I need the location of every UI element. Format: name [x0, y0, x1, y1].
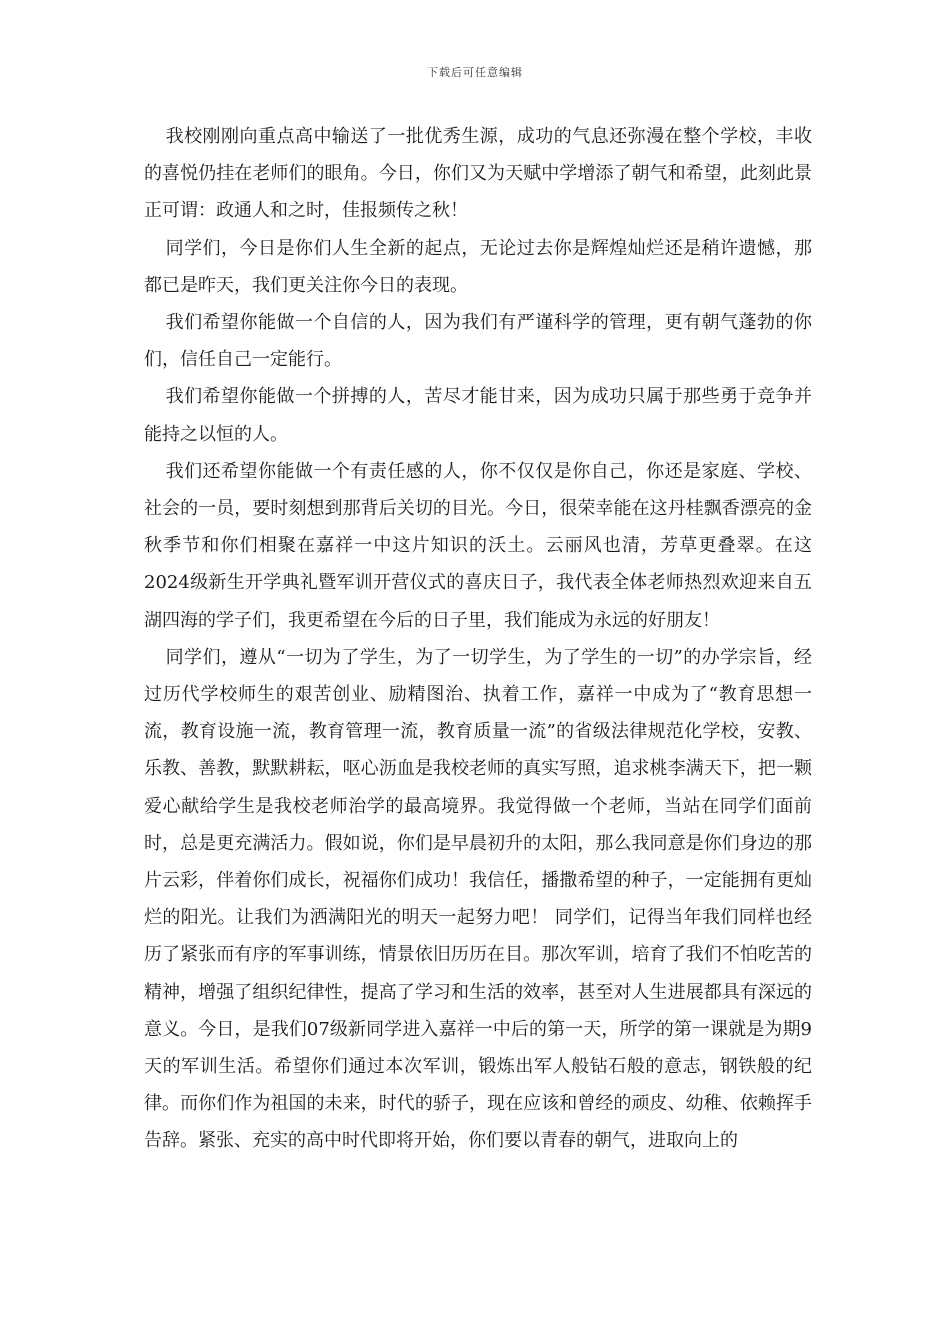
paragraph-1: 我校刚刚向重点高中输送了一批优秀生源，成功的气息还弥漫在整个学校，丰收的喜悦仍挂在老师们的眼角。今日，你们又为天赋中学增添了朝气和希望，此刻此景正可谓：政通人和之时，佳报频传之秋！: [144, 126, 812, 222]
paragraph-3: 我们希望你能做一个自信的人，因为我们有严谨科学的管理，更有朝气蓬勃的你们，信任自己一定能行。: [144, 312, 812, 371]
paragraph-6: 同学们，遵从“一切为了学生，为了一切学生，为了学生的一切”的办学宗旨，经过历代学校师生的艰苦创业、励精图治、执着工作，嘉祥一中成为了“教育思想一流，教育设施一流，教育管理一流，教育质量一流”的省级法律规范化学校，安教、乐教、善教，默默耕耘，呕心沥血是我校老师的真实写照，追求桃李满天下，把一颗爱心献给学生是我校老师治学的最高境界。我觉得做一个老师，当站在同学们面前时，总是更充满活力。假如说，你们是早晨初升的太阳，那么我同意是你们身边的那片云彩，伴着你们成长，祝福你们成功！我信任，播撒希望的种子，一定能拥有更灿烂的阳光。让我们为洒满阳光的明天一起努力吧！ 同学们，记得当年我们同样也经历了紧张而有序的军事训练，情景依旧历历在目。那次军训，培育了我们不怕吃苦的精神，增强了组织纪律性，提高了学习和生活的效率，甚至对人生进展都具有深远的意义。今日，是我们07级新同学进入嘉祥一中后的第一天，所学的第一课就是为期9天的军训生活。希望你们通过本次军训，锻炼出军人般钻石般的意志，钢铁般的纪律。而你们作为祖国的未来，时代的骄子，现在应该和曾经的顽皮、幼稚、依赖挥手告辞。紧张、充实的高中时代即将开始，你们要以青春的朝气，进取向上的: [144, 646, 812, 1152]
header-note: 下载后可任意编辑: [427, 66, 523, 79]
paragraph-5: 我们还希望你能做一个有责任感的人，你不仅仅是你自己，你还是家庭、学校、社会的一员，要时刻想到那背后关切的目光。今日，很荣幸能在这丹桂飘香漂亮的金秋季节和你们相聚在嘉祥一中这片知识的沃土。云丽风也清，芳草更叠翠。在这2024级新生开学典礼暨军训开营仪式的喜庆日子，我代表全体老师热烈欢迎来自五湖四海的学子们，我更希望在今后的日子里，我们能成为永远的好朋友！: [144, 460, 812, 631]
paragraph-2: 同学们，今日是你们人生全新的起点，无论过去你是辉煌灿烂还是稍许遗憾，那都已是昨天，我们更关注你今日的表现。: [144, 237, 812, 296]
document-body: [144, 118, 812, 1160]
paragraph-4: 我们希望你能做一个拼搏的人，苦尽才能甘来，因为成功只属于那些勇于竞争并能持之以恒的人。: [144, 386, 812, 445]
